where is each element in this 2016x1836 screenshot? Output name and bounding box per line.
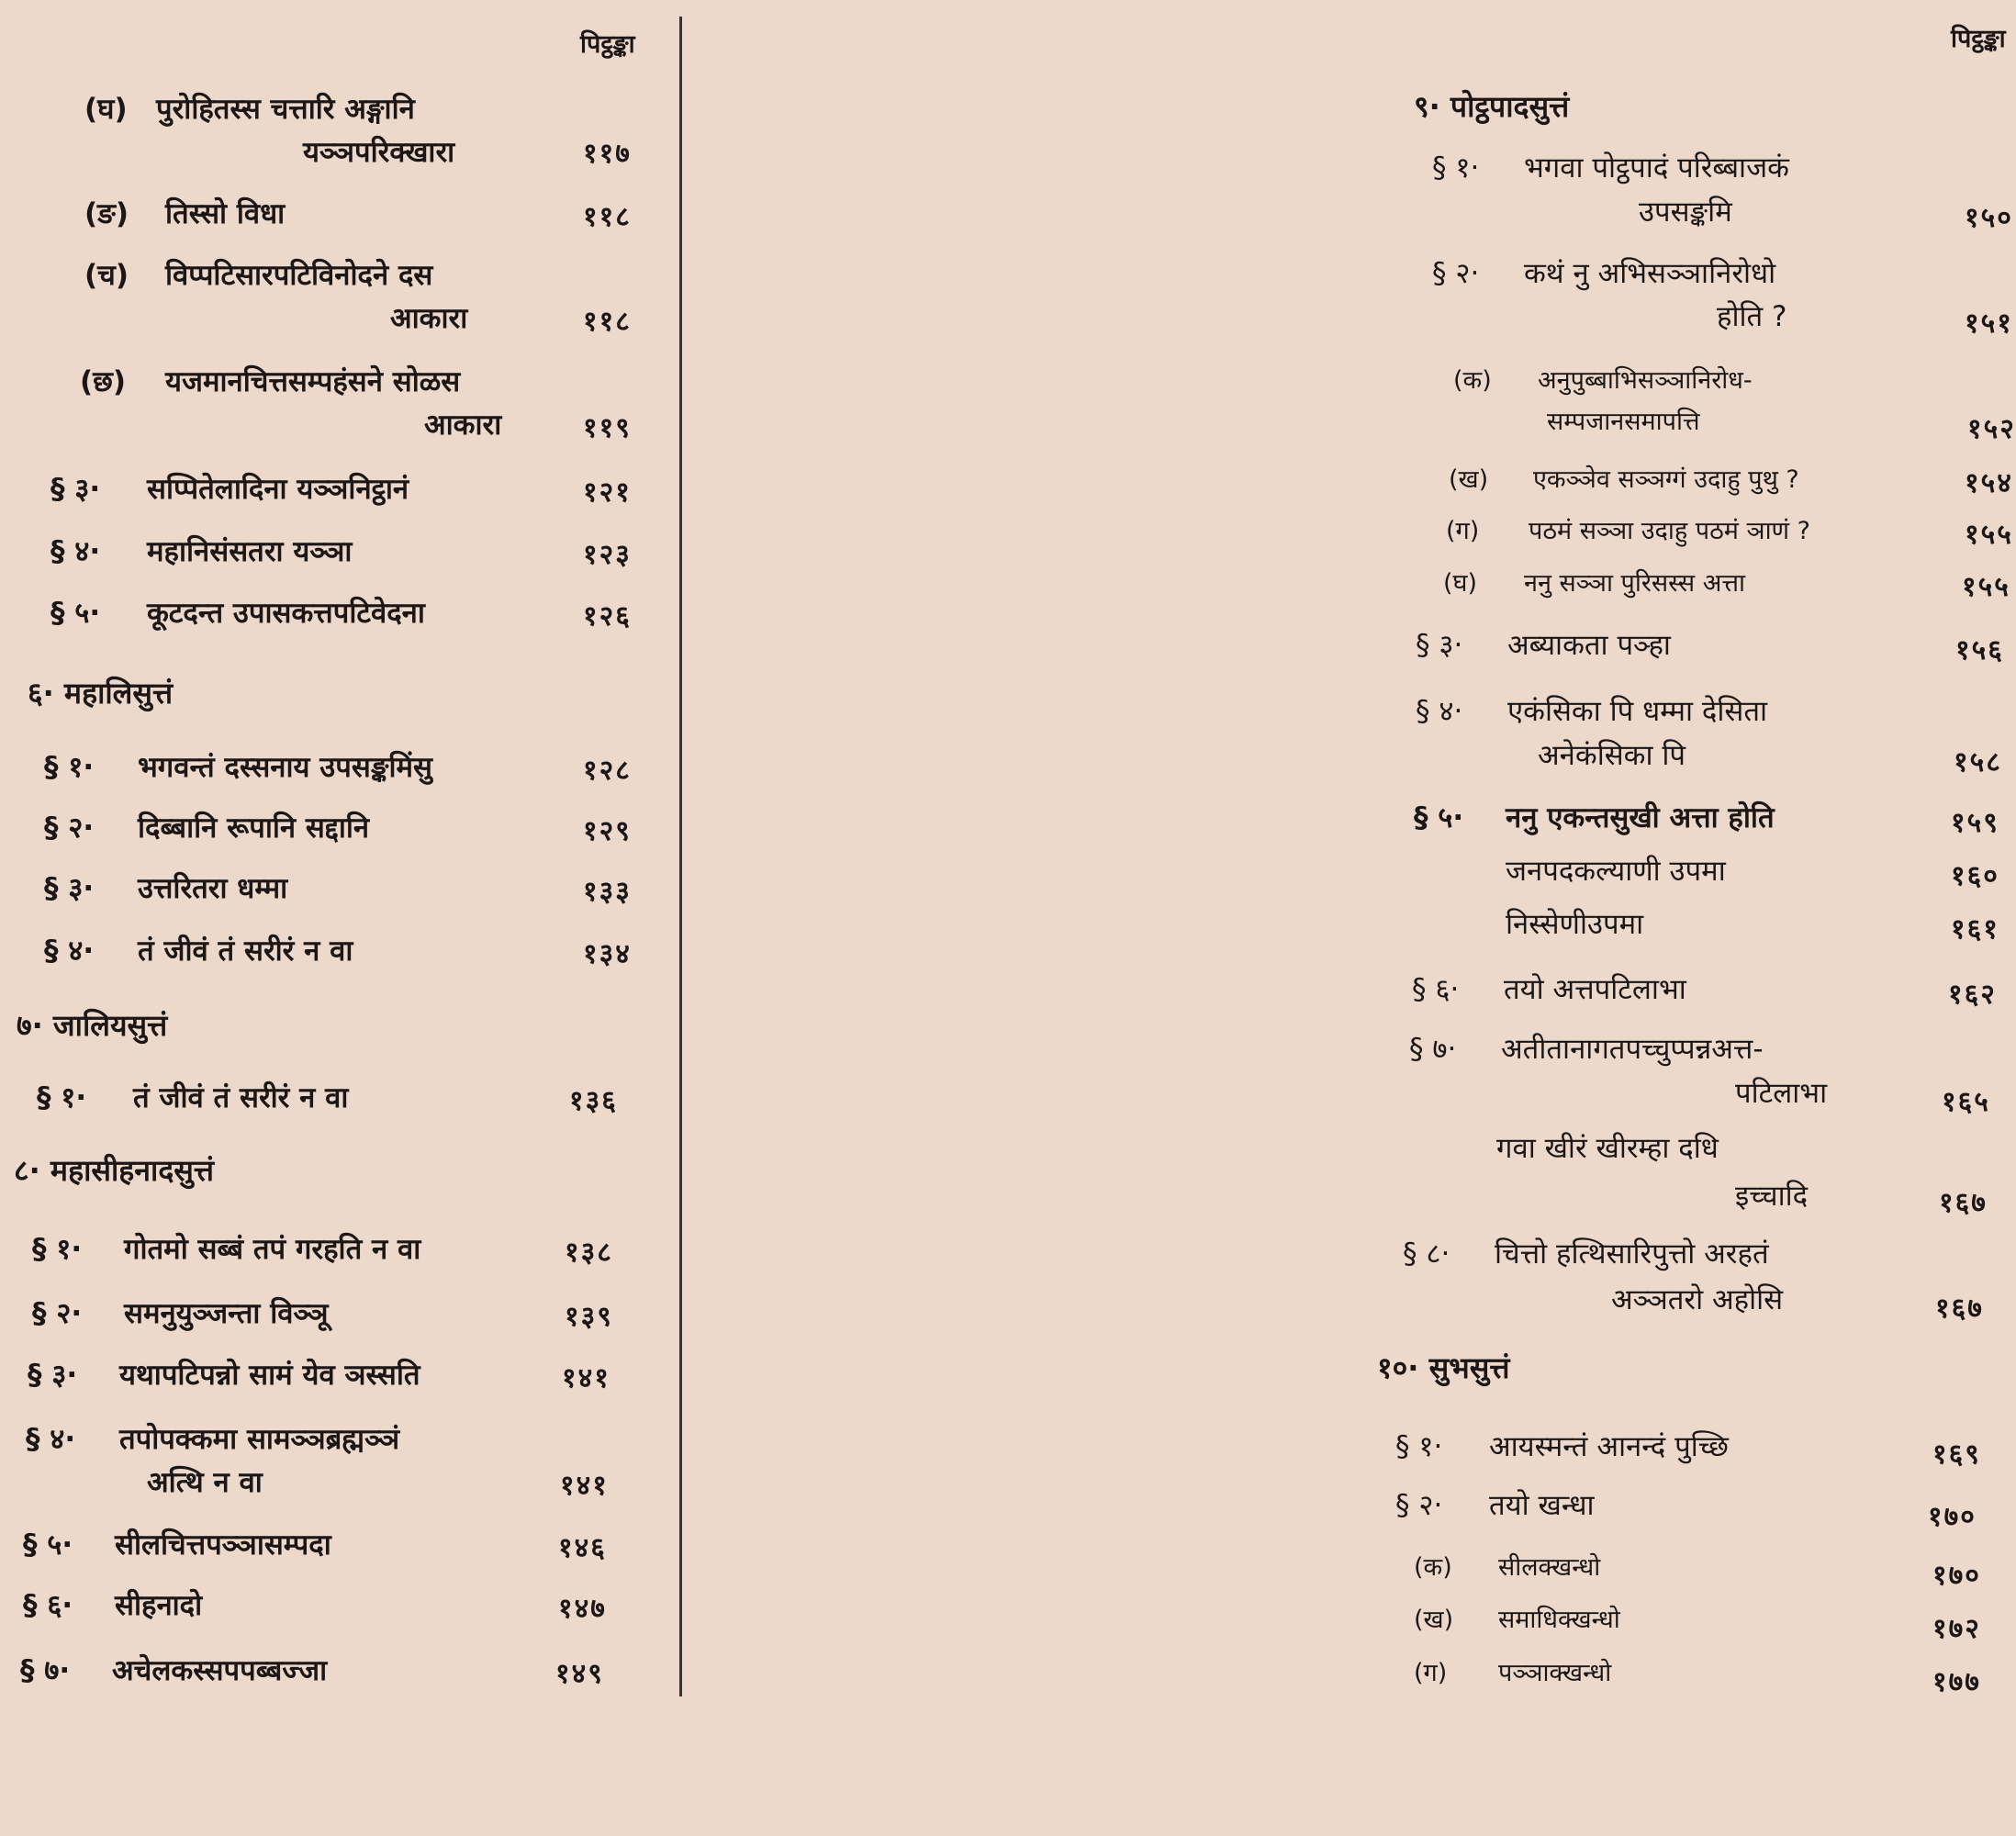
page-number: ११८ (583, 306, 632, 338)
entry-text: ननु एकन्तसुखी अत्ता होति (1506, 801, 1775, 834)
page-number: १५१ (1965, 308, 2013, 340)
entry-label: § ३· (28, 1359, 78, 1392)
page-number: १३३ (583, 876, 632, 908)
entry-text: एकञ्ञेव सञ्ञग्गं उदाहु पुथु ? (1533, 465, 1799, 494)
entry-text-cont: अनेकंसिका पि (1538, 739, 1686, 772)
entry-label: § ५· (1414, 801, 1464, 834)
page-number: ११९ (583, 412, 632, 444)
sutta-title: ८· महासीहनादसुत्तं (14, 1153, 215, 1188)
entry-text: अचेलकस्सपपब्बज्जा (112, 1654, 328, 1687)
page-number: १५५ (1965, 519, 2013, 551)
page-number: १७० (1928, 1501, 1977, 1533)
entry-text: समाधिक्खन्धो (1498, 1606, 1620, 1634)
page-number: १३६ (569, 1085, 618, 1117)
entry-text: तयो खन्धा (1489, 1489, 1595, 1522)
entry-label: § ७· (1409, 1033, 1457, 1066)
page-number: १२९ (583, 815, 632, 847)
entry-text: तिस्सो विधा (165, 197, 286, 230)
entry-label: § ३· (1416, 629, 1463, 662)
entry-label: § २· (32, 1297, 83, 1330)
entry-label: § ५· (23, 1528, 73, 1562)
entry-label: (च) (84, 259, 129, 292)
entry-text-cont: आकारा (390, 302, 468, 335)
column-divider (679, 17, 682, 1696)
entry-text: अतीतानागतपच्चुप्पन्नअत्त- (1501, 1033, 1764, 1066)
entry-label: (ङ) (84, 197, 129, 230)
page-number: १७० (1932, 1560, 1981, 1592)
entry-text-cont: अत्थि न वा (147, 1466, 263, 1499)
entry-label: § ६· (23, 1589, 73, 1622)
entry-label: (क) (1453, 366, 1492, 395)
entry-label: § ४· (26, 1423, 76, 1456)
entry-label: § ७· (20, 1654, 71, 1687)
entry-label: § ३· (44, 872, 95, 905)
entry-text: सीलक्खन्धो (1498, 1553, 1601, 1582)
entry-text: कथं नु अभिसञ्ञानिरोधो (1524, 257, 1776, 290)
entry-text: तं जीवं तं सरीरं न वा (133, 1081, 349, 1114)
page-number: १६५ (1942, 1086, 1990, 1118)
page-number: १३४ (583, 938, 632, 970)
sutta-title: ६· महालिसुत्तं (28, 676, 174, 711)
entry-label: § ४· (1416, 695, 1463, 728)
entry-text: उत्तरितरा धम्मा (138, 872, 288, 905)
page-number: १२३ (583, 539, 632, 571)
page-number: १४६ (558, 1532, 607, 1564)
page-number: १५४ (1965, 467, 2013, 499)
entry-text: सप्पितेलादिना यञ्ञनिट्ठानं (147, 473, 409, 506)
entry-text-cont: सम्पजानसमापत्ति (1547, 408, 1700, 436)
entry-label: § २· (1395, 1489, 1443, 1522)
entry-label: (ख) (1414, 1606, 1454, 1634)
page-column-header-right: पिट्ठङ्का (1951, 25, 2006, 53)
entry-label: (ग) (1446, 517, 1480, 545)
page-number: १४१ (562, 1362, 610, 1394)
entry-text: यथापटिपन्नो सामं येव ञस्सति (119, 1359, 420, 1392)
page-number: ११७ (583, 138, 632, 170)
entry-text: महानिसंसतरा यञ्ञा (147, 535, 353, 568)
entry-text: तं जीवं तं सरीरं न वा (138, 935, 353, 968)
entry-text: समनुयुञ्जन्ता विञ्ञू (124, 1297, 329, 1330)
entry-text-cont: इच्चादि (1735, 1180, 1809, 1213)
entry-label: § ६· (1412, 973, 1460, 1006)
entry-text: तयो अत्तपटिलाभा (1504, 973, 1686, 1006)
entry-label: (घ) (1443, 569, 1478, 598)
entry-label: § १· (1395, 1430, 1443, 1463)
page-number: १५० (1965, 202, 2013, 234)
page-number: १७२ (1932, 1613, 1981, 1645)
entry-text-cont: अञ्ञतरो अहोसि (1611, 1283, 1784, 1316)
entry-text-cont: यञ्ञपरिक्खारा (303, 136, 455, 169)
entry-text: चित्तो हत्थिसारिपुत्तो अरहतं (1495, 1237, 1769, 1271)
entry-label: § २· (1432, 257, 1480, 290)
entry-text: सीलचित्तपञ्ञासम्पदा (115, 1528, 331, 1562)
page-number: १२१ (583, 476, 632, 509)
entry-text: आयस्मन्तं आनन्दं पुच्छि (1489, 1430, 1729, 1463)
entry-label: § १· (1432, 151, 1480, 185)
entry-text: विप्पटिसारपटिविनोदने दस (165, 259, 433, 292)
entry-text: सीहनादो (115, 1589, 203, 1622)
entry-text: ननु सञ्ञा पुरिसस्स अत्ता (1524, 569, 1746, 598)
page-number: १७७ (1932, 1666, 1981, 1698)
entry-text-cont: होति ? (1717, 300, 1787, 333)
entry-label: (क) (1414, 1553, 1452, 1582)
sutta-title: ९· पोट्ठपादसुत्तं (1414, 89, 1570, 124)
page-number: १२८ (583, 755, 632, 787)
entry-text: कूटदन्त उपासकत्तपटिवेदना (147, 597, 425, 630)
entry-text: अब्याकता पञ्हा (1507, 629, 1671, 662)
page-number: १६१ (1951, 913, 1999, 946)
entry-text: पञ्ञाक्खन्धो (1498, 1659, 1612, 1687)
entry-text: भगवा पोट्ठपादं परिब्बाजकं (1524, 151, 1789, 185)
page-number: १४१ (560, 1470, 609, 1502)
entry-label: § २· (44, 812, 95, 845)
entry-label: § १· (44, 751, 95, 784)
page-number: १४९ (555, 1658, 604, 1690)
entry-text: गवा खीरं खीरम्हा दधि (1496, 1132, 1719, 1165)
entry-text: यजमानचित्तसम्पहंसने सोळस (165, 365, 461, 398)
entry-text: एकंसिका पि धम्मा देसिता (1507, 695, 1768, 728)
page-number: १५८ (1954, 746, 2002, 778)
entry-label: (ग) (1414, 1659, 1448, 1687)
entry-text: भगवन्तं दस्सनाय उपसङ्कमिंसु (138, 751, 432, 784)
entry-label: § ८· (1403, 1237, 1450, 1271)
page-number: १५६ (1955, 634, 2004, 666)
entry-text: पठमं सञ्ञा उदाहु पठमं ञाणं ? (1529, 517, 1810, 545)
page-number: १३९ (565, 1301, 613, 1333)
entry-label: § १· (32, 1233, 83, 1266)
page-number: १६२ (1948, 979, 1997, 1011)
page-number: १६० (1951, 860, 1999, 892)
page-number: १५९ (1951, 807, 1999, 839)
sutta-title: ७· जालियसुत्तं (17, 1008, 168, 1043)
entry-label: (ख) (1449, 465, 1489, 494)
entry-label: § ४· (44, 935, 95, 968)
entry-label: (घ) (84, 93, 128, 126)
entry-text: अनुपुब्बाभिसञ्ञानिरोध- (1538, 366, 1753, 395)
entry-label: (छ) (80, 365, 127, 398)
entry-label: § ४· (50, 535, 101, 568)
page-number: १६९ (1932, 1439, 1981, 1471)
entry-text: निस्सेणीउपमा (1506, 908, 1644, 941)
entry-label: § १· (37, 1081, 87, 1114)
page-number: १६७ (1939, 1187, 1988, 1219)
entry-text: तपोपक्कमा सामञ्ञब्रह्मञ्ञं (119, 1423, 400, 1456)
sutta-title: १०· सुभसुत्तं (1377, 1350, 1510, 1385)
entry-text: पुरोहितस्स चत्तारि अङ्गानि (156, 93, 415, 126)
entry-text-cont: पटिलाभा (1735, 1077, 1828, 1110)
page-number: ११८ (583, 201, 632, 233)
page-number: १६७ (1935, 1293, 1984, 1325)
entry-text: गोतमो सब्बं तपं गरहति न वा (124, 1233, 421, 1266)
page-number: १२६ (583, 600, 632, 633)
page-number: १४७ (558, 1593, 607, 1625)
entry-label: § ५· (50, 597, 101, 630)
page-column-header-left: पिट्ठङ्का (580, 30, 635, 59)
entry-text: दिब्बानि रूपानि सद्दानि (138, 812, 370, 845)
entry-label: § ३· (50, 473, 101, 506)
entry-text-cont: उपसङ्कमि (1639, 196, 1732, 229)
entry-text-cont: आकारा (424, 409, 502, 442)
page-number: १५५ (1962, 571, 2010, 603)
page-number: १३८ (565, 1237, 613, 1269)
page-number: १५२ (1967, 413, 2016, 445)
entry-text: जनपदकल्याणी उपमा (1506, 855, 1726, 888)
